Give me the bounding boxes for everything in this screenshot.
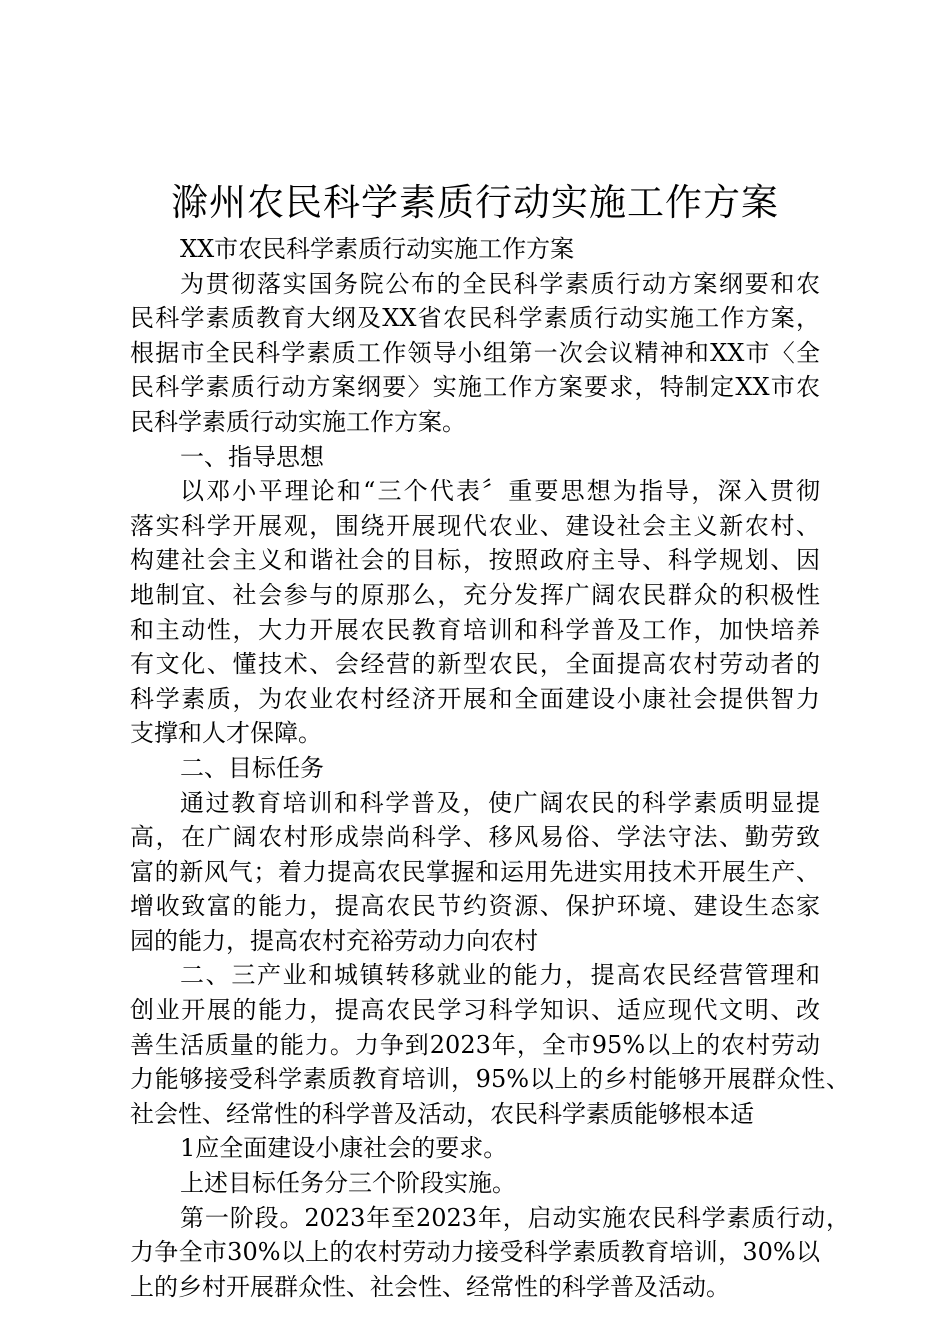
subtitle-line: XX市农民科学素质行动实施工作方案 [180,235,575,263]
paragraph-line: 通过教育培训和科学普及，使广阔农民的科学素质明显提 [180,788,820,817]
paragraph-line: 创业开展的能力，提高农民学习科学知识、适应现代文明、改 [130,996,820,1025]
paragraph-line: 二、三产业和城镇转移就业的能力，提高农民经营管理和 [180,961,820,990]
paragraph-line: 善生活质量的能力。力争到2023年，全市95%以上的农村劳动 [130,1030,820,1059]
paragraph-line: 力争全市30%以上的农村劳动力接受科学素质教育培训，30%以 [130,1238,820,1267]
paragraph-line: 和主动性，大力开展农民教育培训和科学普及工作，加快培养 [130,615,820,644]
paragraph-line: 富的新风气；着力提高农民掌握和运用先进实用技术开展生产、 [130,857,820,886]
paragraph-line: 科学素质，为农业农村经济开展和全面建设小康社会提供智力 [130,684,820,713]
paragraph-line: 力能够接受科学素质教育培训，95%以上的乡村能够开展群众性、 [130,1065,850,1094]
document-title: 滁州农民科学素质行动实施工作方案 [171,181,779,224]
paragraph-line: 社会性、经常性的科学普及活动，农民科学素质能够根本适 [130,1099,754,1128]
paragraph-line: 有文化、懂技术、会经营的新型农民，全面提高农村劳动者的 [130,650,820,679]
paragraph-line: 地制宜、社会参与的原那么，充分发挥广阔农民群众的积极性 [130,580,820,609]
paragraph-line: 为贯彻落实国务院公布的全民科学素质行动方案纲要和农 [180,269,820,298]
paragraph-line: 增收致富的能力，提高农民节约资源、保护环境、建设生态家 [130,892,820,921]
paragraph-line: 1应全面建设小康社会的要求。 [180,1134,508,1163]
paragraph-line: 上述目标任务分三个阶段实施。 [180,1169,516,1198]
paragraph-line: 上的乡村开展群众性、社会性、经常性的科学普及活动。 [130,1272,730,1301]
document-body [130,232,850,1304]
paragraph-line: 落实科学开展观，围绕开展现代农业、建设社会主义新农村、 [130,511,820,540]
paragraph-line: 根据市全民科学素质工作领导小组第一次会议精神和XX市〈全 [130,338,820,367]
section-heading: 一、指导思想 [180,442,324,471]
paragraph-line: 民科学素质行动方案纲要〉实施工作方案要求，特制定XX市农 [130,373,820,402]
paragraph-line: 高，在广阔农村形成崇尚科学、移风易俗、学法守法、勤劳致 [130,823,820,852]
paragraph-line: 支撑和人才保障。 [130,719,322,748]
paragraph-line: 构建社会主义和谐社会的目标，按照政府主导、科学规划、因 [130,546,820,575]
paragraph-line: 民科学素质行动实施工作方案。 [130,407,466,436]
paragraph-line: 民科学素质教育大纲及XX省农民科学素质行动实施工作方案， [130,304,820,333]
paragraph-line: 第一阶段。2023年至2023年，启动实施农民科学素质行动， [180,1203,850,1232]
paragraph-line: 园的能力，提高农村充裕劳动力向农村 [130,926,538,955]
section-heading: 二、目标任务 [180,753,324,782]
paragraph-line: 以邓小平理论和“三个代表〞重要思想为指导，深入贯彻 [180,477,820,506]
